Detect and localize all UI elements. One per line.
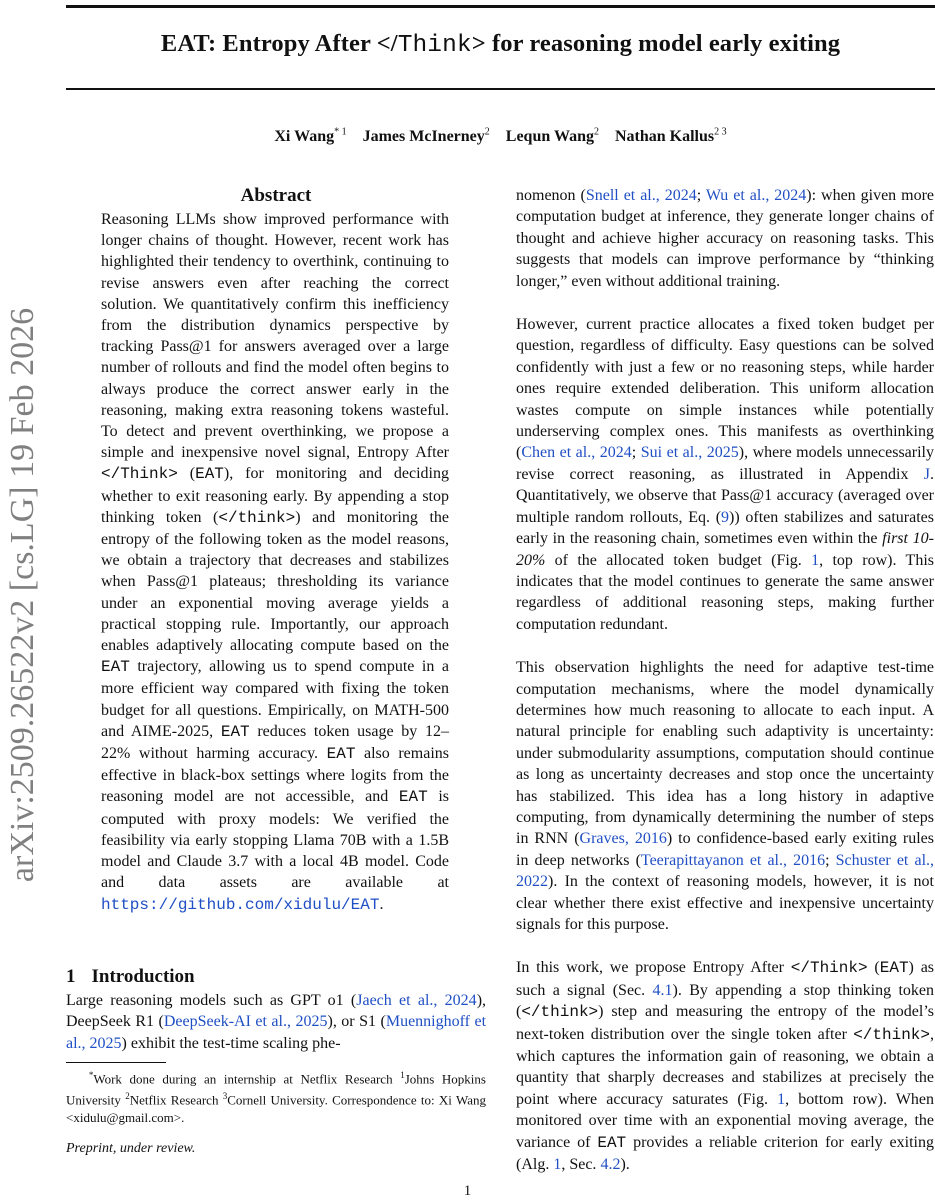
appendix-link[interactable]: J [923, 465, 930, 483]
section-link[interactable]: 4.2 [600, 1156, 621, 1174]
citation-link[interactable]: Graves, 2016 [579, 830, 667, 848]
citation-link[interactable]: Snell et al., 2024 [585, 187, 697, 204]
body-paragraph: However, current practice allocates a fixed token budget per question, regardless of difficulty. Easy questions can be solved confidently with just a few or no reasoning steps, while harder ones require extended deliberation. This uniform allocation wastes compute on simple instances while potentially underserving complex ones. This manifests as overthinking (Chen et al., 2024; Sui et al., 2025), where models unnecessarily revise correct reasoning, as illustrated in Appendix J. Quantitatively, we observe that Pass@1 accuracy (averaged over multiple random rollouts, Eq. (9)) often stabilizes and saturates early in the reasoning chain, sometimes even within the first 10-20% of the allocated token budget (Fig. 1, top row). This indicates that the model continues to generate the same answer regardless of additional reasoning steps, making further computation redundant. [516, 316, 935, 633]
citation-link[interactable]: Teerapittayanon et al., 2016 [640, 851, 826, 869]
citation-link[interactable]: Chen et al., 2024 [521, 444, 632, 462]
figure-link[interactable]: 1 [811, 551, 820, 569]
abstract-text: Reasoning LLMs show improved performance with longer chains of thought. However, recent work has highlighted their tendency to overthink, continuing to revise answers even after reaching the correct solution. We quantitatively confirm this inefficiency from the distribution dynamics perspective by tracking Pass@1 for answers averaged over a large number of rollouts and find the model often begins to always produce the correct answer early in the reasoning, making extra reasoning tokens wasteful. To detect and prevent overthinking, we propose a simple and inexpensive novel signal, Entropy After </Think> (EAT), for monitoring and deciding whether to exit reasoning early. By appending a stop thinking token (</think>) and monitoring the entropy of the following token as the model reasons, we obtain a trajectory that decreases and stabilizes when Pass@1 plateaus; thresholding its variance under an exponential moving average yields a practical stopping rule. Importantly, our approach enables adaptively allocating compute based on the EAT trajectory, allowing us to spend compute in a more efficient way compared with fixing the token budget for all questions. Empirically, on MATH-500 and AIME-2025, EAT reduces token usage by 12–22% without harming accuracy. EAT also remains effective in black-box settings where logits from the reasoning model are not accessible, and EAT is computed with proxy models: We verified the feasibility via early stopping Llama 70B with a 1.5B model and Claude 3.7 with a local 4B model. Code and data assets are available at https://github.com/xidulu/EAT. [101, 211, 450, 914]
body-paragraph: nomenon (Snell et al., 2024; Wu et al., 2024): when given more computation budget at inference, they generate longer chains of thought and achieve higher accuracy on reasoning tasks. This suggests that models can improve performance by “thinking longer,” even without additional training. [516, 187, 935, 290]
top-rule [66, 5, 935, 8]
paper-title [66, 30, 935, 59]
title-suffix: > for reasoning model early exiting [471, 30, 841, 57]
author-list [66, 127, 935, 146]
author: Nathan Kallus$^{2 3}$ [614, 127, 727, 146]
body-paragraph: In this work, we propose Entropy After </Think> (EAT) as such a signal (Sec. 4.1). By appending a stop thinking token (</think>) step and measuring the entropy of the model’s next-token distribution over the single token after </think>, which captures the information gain of reasoning, we obtain a quantity that sharply decreases and stabilizes at precisely the point where accuracy saturates (Fig. 1, bottom row). When monitored over time with an exponential moving average, the variance of EAT provides a reliable criterion for early exiting (Alg. 1, Sec. 4.2). [516, 959, 935, 1174]
preprint-notice: Preprint, under review. [66, 1141, 196, 1156]
title-rule [66, 88, 935, 90]
abstract-heading: Abstract [240, 185, 312, 206]
section-link[interactable]: 4.1 [652, 981, 673, 999]
section-heading-introduction: 1 Introduction [66, 966, 195, 987]
author: James McInerney$^2$ [362, 127, 490, 146]
body-paragraph: This observation highlights the need for adaptive test-time computation mechanisms, where the model dynamically determines how much reasoning to allocate to each input. A natural principle for enabling such adaptivity is uncertainty: under submodularity assumptions, computation should continue as long as uncertainty decreases and stop once the uncertainty has stabilized. This idea has a long history in adaptive computing, from dynamically determining the number of steps in RNN (Graves, 2016) to confidence-based early exiting rules in deep networks (Teerapittayanon et al., 2016; Schuster et al., 2022). In the context of reasoning models, however, it is not clear whether there exist effective and inexpensive uncertainty signals for this purpose. [516, 659, 935, 933]
citation-link[interactable]: Muennighoff et al., 2025 [66, 1013, 487, 1052]
citation-link[interactable]: Sui et al., 2025 [640, 444, 739, 462]
code-repo-link[interactable]: https://github.com/xidulu/EAT [101, 895, 380, 914]
citation-link[interactable]: DeepSeek-AI et al., 2025 [163, 1013, 328, 1031]
arxiv-identifier[interactable]: arXiv:2509.26522v2 [cs.LG] 19 Feb 2026 [4, 307, 41, 883]
footnote: *Work done during an internship at Netflix Research $^1$Johns Hopkins University $^2$Netflix Research $^3$Cornell University. Correspondence to: Xi Wang <xidulu@gmail.com>. [66, 1070, 486, 1125]
author: Lequn Wang$^2$ [505, 127, 599, 146]
algorithm-link[interactable]: 1 [553, 1156, 562, 1174]
title-code: Think [397, 32, 472, 59]
title-prefix: EAT: Entropy After </ [160, 30, 398, 57]
intro-paragraph: Large reasoning models such as GPT o1 (Jaech et al., 2024), DeepSeek R1 (DeepSeek-AI et al., 2025), or S1 (Muennighoff et al., 2025) exhibit the test-time scaling phe- [66, 992, 487, 1052]
citation-link[interactable]: Schuster et al., 2022 [516, 851, 935, 891]
equation-link[interactable]: 9 [721, 508, 730, 526]
footnote-rule [66, 1062, 166, 1063]
right-column [516, 185, 934, 1197]
citation-link[interactable]: Jaech et al., 2024 [356, 992, 477, 1009]
author: Xi Wang$^{* 1}$ [274, 127, 347, 146]
citation-link[interactable]: Wu et al., 2024 [705, 187, 807, 204]
page-number: 1 [463, 1183, 472, 1199]
figure-link[interactable]: 1 [777, 1090, 786, 1108]
